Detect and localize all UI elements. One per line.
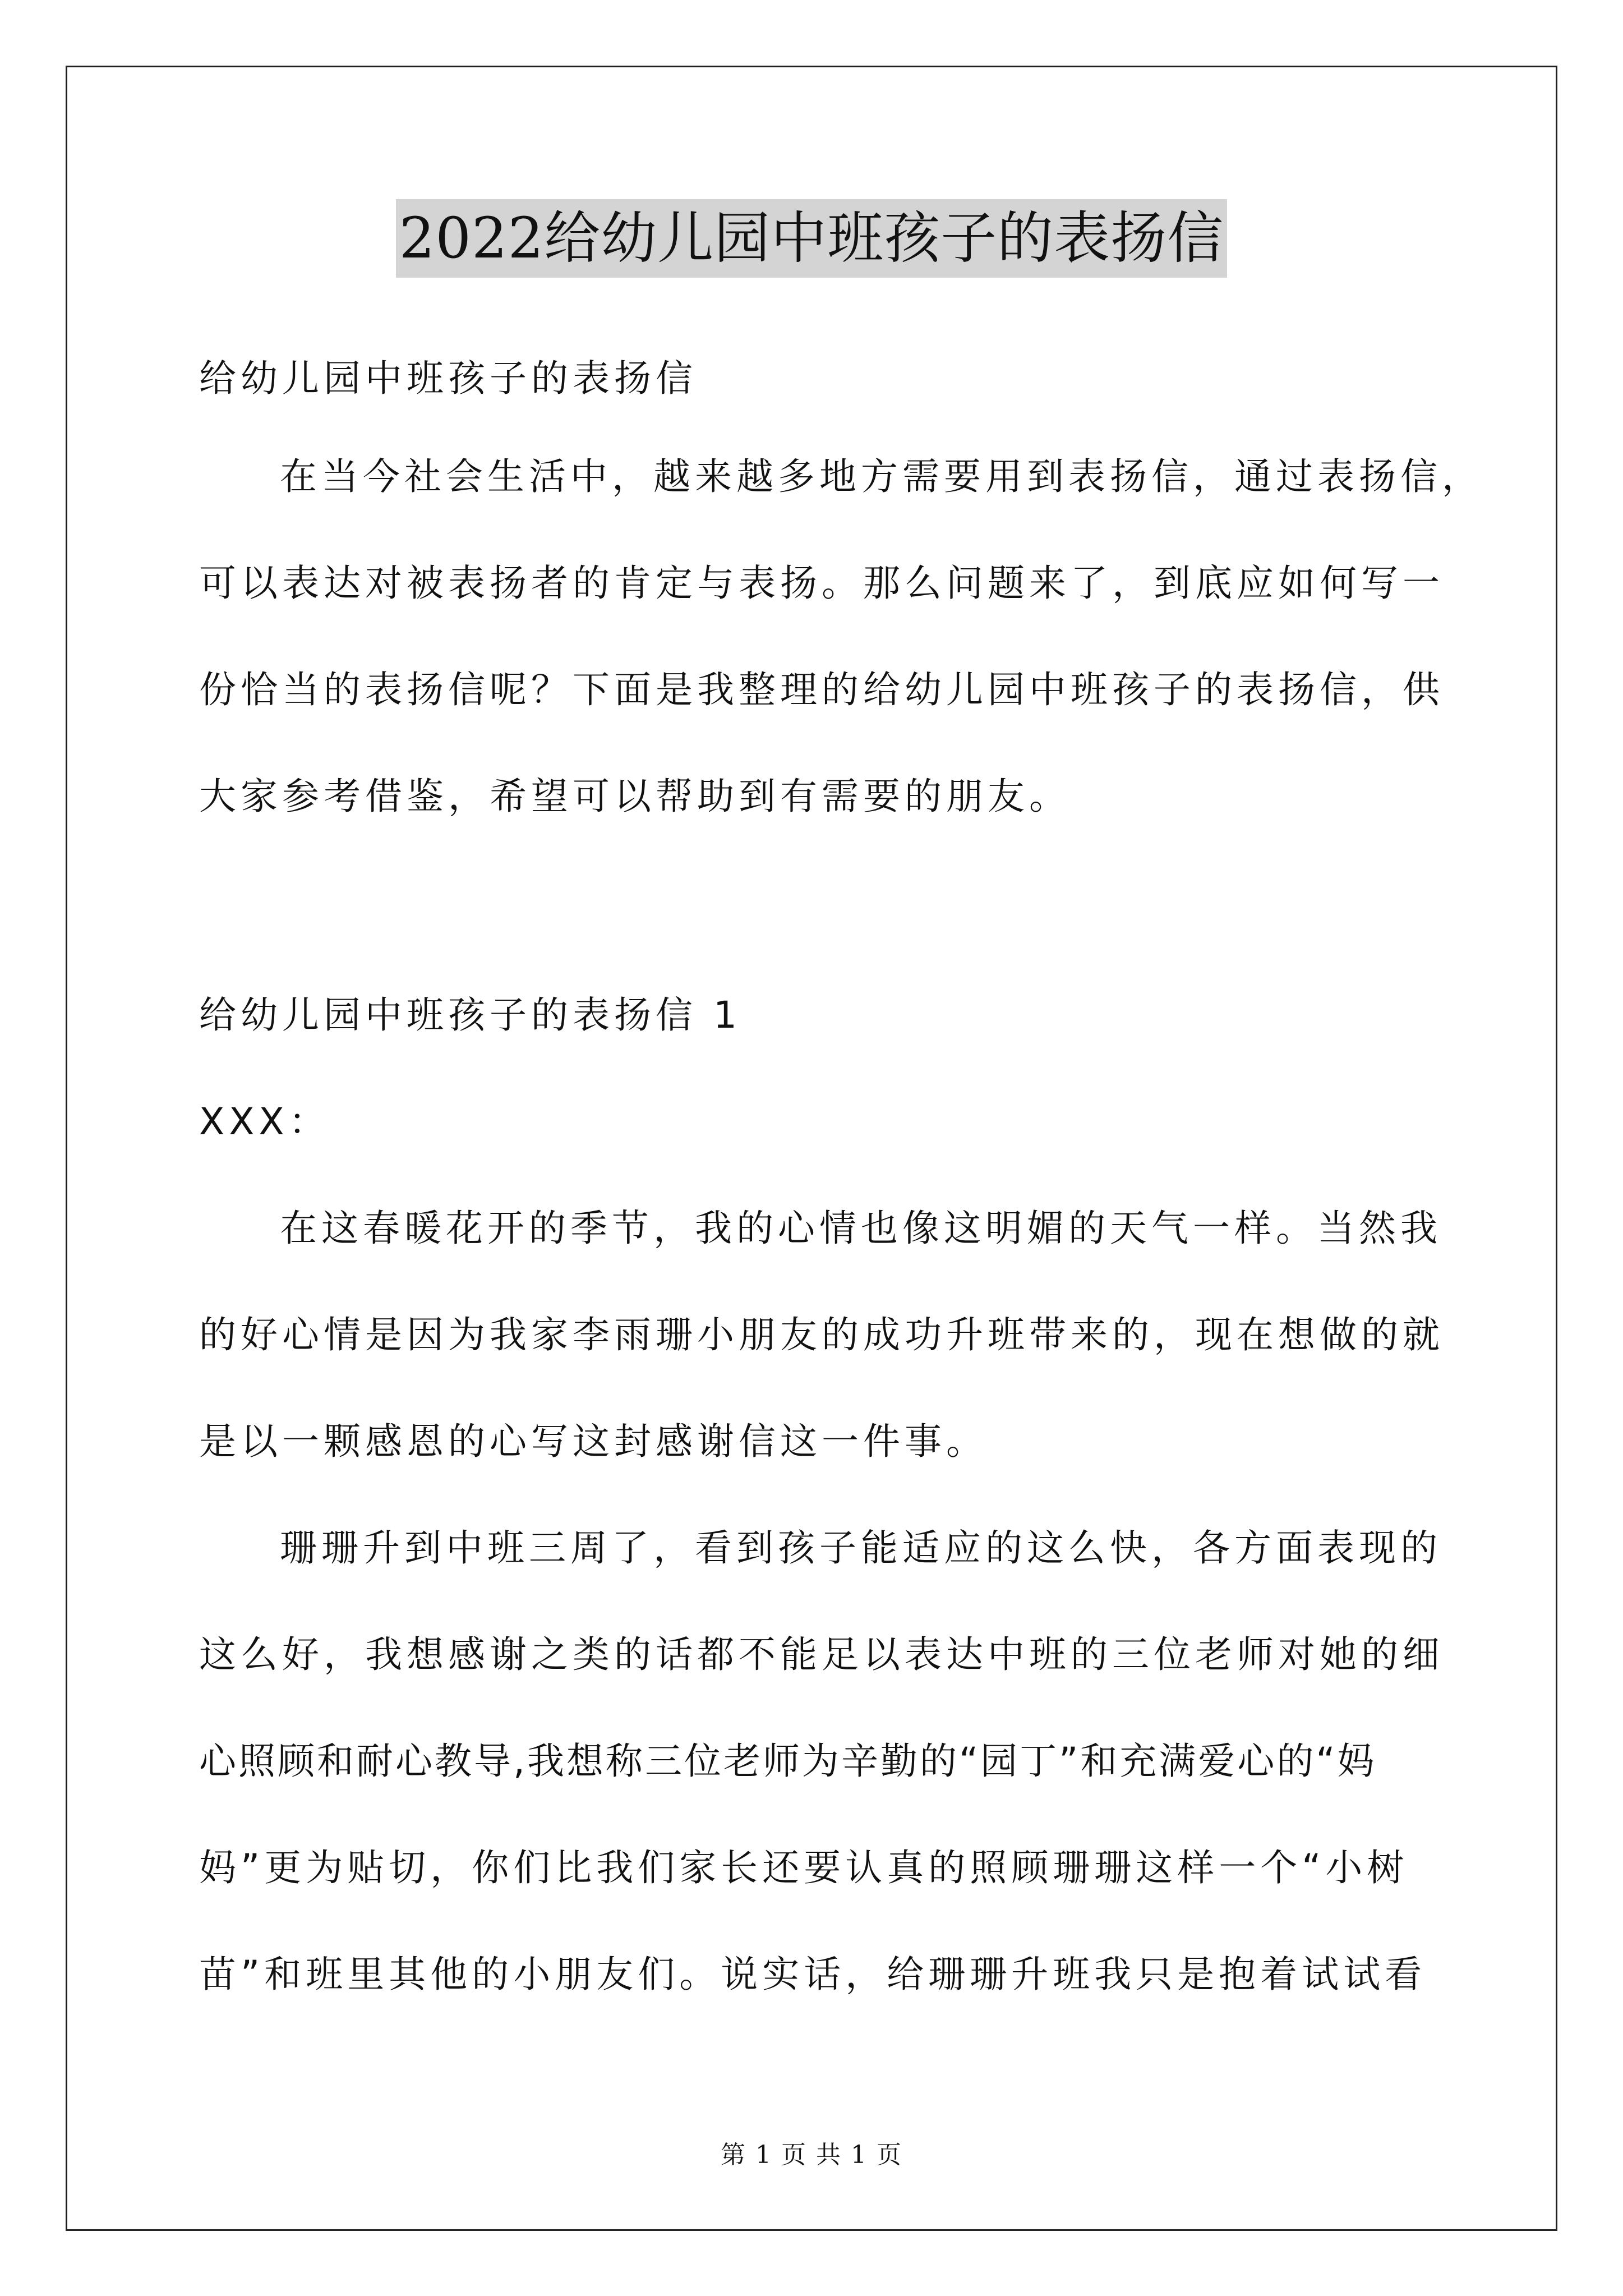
title-container [0, 199, 1623, 278]
page-footer: 第 1 页 共 1 页 [721, 2141, 902, 2169]
para2-line-5: 苗”和班里其他的小朋友们。说实话，给珊珊升班我只是抱着试试看 [199, 1953, 1427, 1996]
para2-line-2: 这么好，我想感谢之类的话都不能足以表达中班的三位老师对她的细 [199, 1633, 1444, 1676]
intro-line-3: 份恰当的表扬信呢？下面是我整理的给幼儿园中班孩子的表扬信，供 [199, 668, 1444, 711]
section-heading: 给幼儿园中班孩子的表扬信 1 [199, 993, 741, 1037]
para2-line-1: 珊珊升到中班三周了，看到孩子能适应的这么快，各方面表现的 [280, 1526, 1442, 1570]
para2-line-3: 心照顾和耐心教导,我想称三位老师为辛勤的“园丁”和充满爱心的“妈 [199, 1740, 1377, 1783]
intro-line-1: 在当今社会生活中，越来越多地方需要用到表扬信，通过表扬信， [280, 455, 1483, 498]
para1-line-3: 是以一颗感恩的心写这封感谢信这一件事。 [199, 1420, 988, 1463]
salutation: XXX： [199, 1100, 330, 1143]
para1-line-1: 在这春暖花开的季节，我的心情也像这明媚的天气一样。当然我 [280, 1207, 1442, 1250]
intro-line-4: 大家参考借鉴，希望可以帮助到有需要的朋友。 [199, 775, 1071, 818]
para1-line-2: 的好心情是因为我家李雨珊小朋友的成功升班带来的，现在想做的就 [199, 1313, 1444, 1356]
intro-line-2: 可以表达对被表扬者的肯定与表扬。那么问题来了，到底应如何写一 [199, 562, 1444, 605]
subtitle-line: 给幼儿园中班孩子的表扬信 [199, 357, 697, 400]
document-title: 2022给幼儿园中班孩子的表扬信 [396, 199, 1228, 278]
para2-line-4: 妈”更为贴切，你们比我们家长还要认真的照顾珊珊这样一个“小树 [199, 1846, 1409, 1889]
